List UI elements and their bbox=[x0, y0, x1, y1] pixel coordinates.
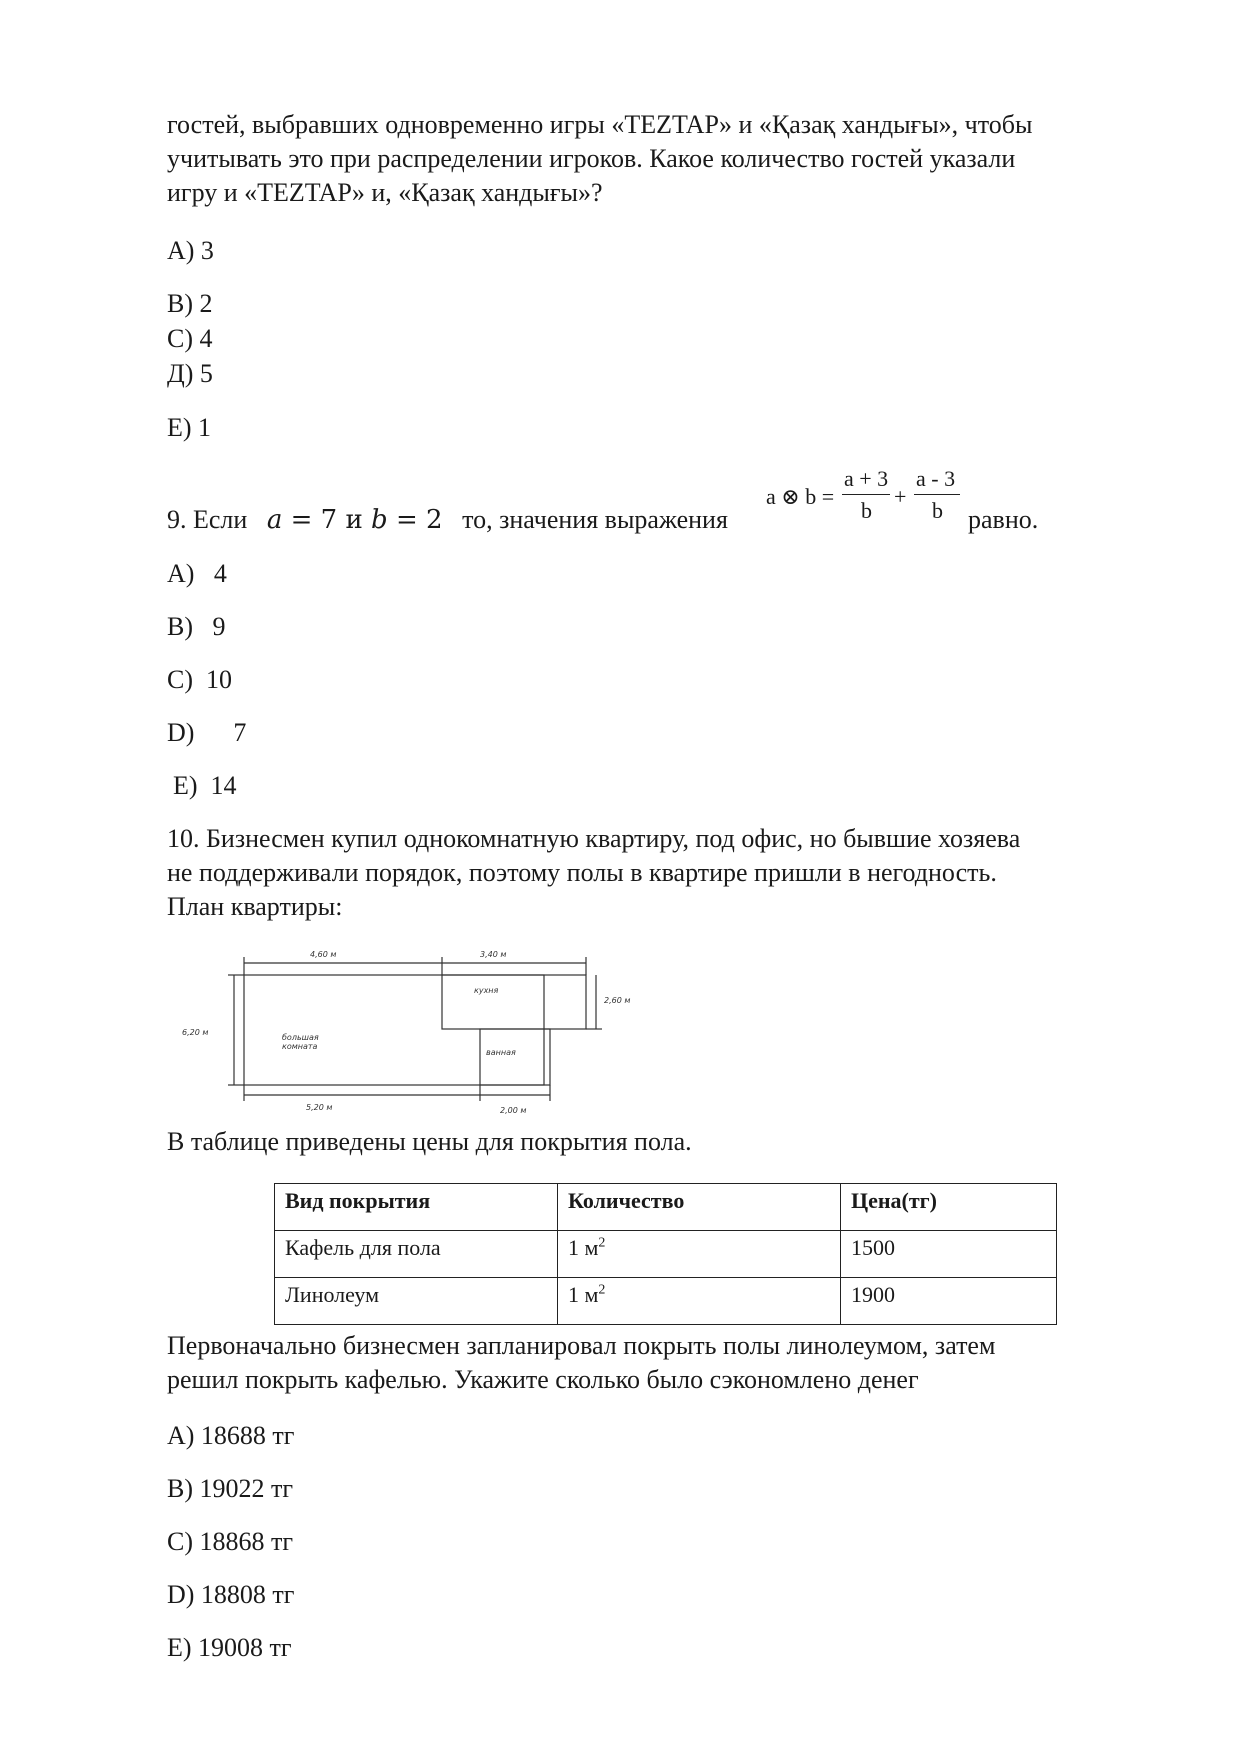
plan-top-left-label: 4,60 м bbox=[310, 950, 337, 959]
q9-option-d[interactable]: D) 7 bbox=[167, 718, 247, 747]
formula-plus: + bbox=[894, 484, 907, 509]
question-8-text bbox=[167, 108, 1157, 210]
plan-bottom-right-label: 2,00 м bbox=[500, 1106, 527, 1115]
row-1-qty bbox=[558, 1231, 841, 1278]
question-8-line-1: гостей, выбравших одновременно игры «TEZTAP» и «Қазақ хандығы», чтобы bbox=[167, 110, 1033, 139]
plan-big-room bbox=[244, 975, 544, 1085]
row-2-qty-sup: 2 bbox=[598, 1282, 606, 1298]
row-2-qty bbox=[558, 1278, 841, 1325]
question-10-line-3: План квартиры: bbox=[167, 892, 343, 921]
q9-option-a[interactable]: A) 4 bbox=[167, 559, 227, 588]
q9-formula bbox=[766, 466, 966, 536]
row-1-qty-sup: 2 bbox=[598, 1235, 606, 1251]
q10-option-a[interactable]: A) 18688 тг bbox=[167, 1421, 295, 1450]
plan-left-height-label: 6,20 м bbox=[182, 1028, 209, 1037]
q9-b-eq: = 2 bbox=[387, 505, 443, 535]
formula-den-2: b bbox=[932, 498, 943, 523]
question-9-text bbox=[167, 503, 728, 537]
q9-b-var: b bbox=[371, 505, 388, 535]
table-row bbox=[275, 1231, 1057, 1278]
row-2-price: 1900 bbox=[841, 1278, 1057, 1325]
row-1-qty-value: 1 м bbox=[568, 1235, 599, 1260]
table-row bbox=[275, 1278, 1057, 1325]
apartment-plan bbox=[178, 945, 678, 1115]
conclusion-line-2: решил покрыть кафелью. Укажите сколько было сэкономлено денег bbox=[167, 1365, 919, 1394]
q9-option-e[interactable]: E) 14 bbox=[173, 771, 237, 800]
header-quantity: Количество bbox=[558, 1184, 841, 1231]
q8-option-e[interactable]: Е) 1 bbox=[167, 413, 212, 442]
q9-middle: то, значения выражения bbox=[462, 505, 728, 534]
q8-option-b[interactable]: В) 2 bbox=[167, 289, 213, 318]
table-header-row bbox=[275, 1184, 1057, 1231]
q10-option-d[interactable]: D) 18808 тг bbox=[167, 1580, 295, 1609]
formula-num-2: a - 3 bbox=[916, 466, 956, 491]
question-10-text bbox=[167, 822, 1157, 924]
q10-option-e[interactable]: E) 19008 тг bbox=[167, 1633, 292, 1662]
q8-option-c[interactable]: С) 4 bbox=[167, 324, 213, 353]
plan-bathroom bbox=[480, 1029, 550, 1085]
plan-right-height-label: 2,60 м bbox=[604, 996, 631, 1005]
question-8-line-3: игру и «TEZTAP» и, «Қазақ хандығы»? bbox=[167, 178, 603, 207]
plan-bathroom-label: ванная bbox=[486, 1048, 516, 1057]
question-10-conclusion bbox=[167, 1329, 1157, 1397]
question-10-line-1: 10. Бизнесмен купил однокомнатную квартиру, под офис, но бывшие хозяева bbox=[167, 824, 1021, 853]
formula-lhs: a ⊗ b = bbox=[766, 484, 835, 509]
header-cover-type: Вид покрытия bbox=[275, 1184, 558, 1231]
plan-bottom-left-label: 5,20 м bbox=[306, 1103, 333, 1112]
q9-option-c[interactable]: C) 10 bbox=[167, 665, 232, 694]
row-2-type: Линолеум bbox=[275, 1278, 558, 1325]
formula-den-1: b bbox=[861, 498, 872, 523]
table-intro: В таблице приведены цены для покрытия пола. bbox=[167, 1127, 692, 1156]
q9-a-var: a bbox=[266, 505, 283, 535]
formula-fraction-bar-2 bbox=[914, 494, 960, 495]
q10-option-c[interactable]: C) 18868 тг bbox=[167, 1527, 294, 1556]
header-price: Цена(тг) bbox=[841, 1184, 1057, 1231]
formula-fraction-bar-1 bbox=[842, 494, 890, 495]
plan-big-room-label-1: большая bbox=[282, 1033, 319, 1042]
q8-option-d[interactable]: Д) 5 bbox=[167, 359, 213, 388]
question-8-line-2: учитывать это при распределении игроков. Какое количество гостей указали bbox=[167, 144, 1016, 173]
question-10-line-2: не поддерживали порядок, поэтому полы в квартире пришли в негодность. bbox=[167, 858, 997, 887]
q9-prefix: 9. Если bbox=[167, 505, 248, 534]
row-1-type: Кафель для пола bbox=[275, 1231, 558, 1278]
plan-kitchen bbox=[442, 975, 586, 1029]
q9-option-b[interactable]: B) 9 bbox=[167, 612, 226, 641]
row-2-qty-value: 1 м bbox=[568, 1282, 599, 1307]
q9-a-eq: = 7 и bbox=[282, 505, 372, 535]
formula-num-1: a + 3 bbox=[844, 466, 889, 491]
plan-big-room-label-2: комната bbox=[282, 1042, 318, 1051]
q10-option-b[interactable]: B) 19022 тг bbox=[167, 1474, 294, 1503]
row-1-price: 1500 bbox=[841, 1231, 1057, 1278]
prices-table bbox=[274, 1183, 1057, 1325]
plan-kitchen-label: кухня bbox=[474, 986, 499, 995]
conclusion-line-1: Первоначально бизнесмен запланировал покрыть полы линолеумом, затем bbox=[167, 1331, 996, 1360]
q8-option-a[interactable]: А) 3 bbox=[167, 236, 214, 265]
q9-suffix: равно. bbox=[968, 505, 1039, 534]
plan-top-right-label: 3,40 м bbox=[480, 950, 507, 959]
